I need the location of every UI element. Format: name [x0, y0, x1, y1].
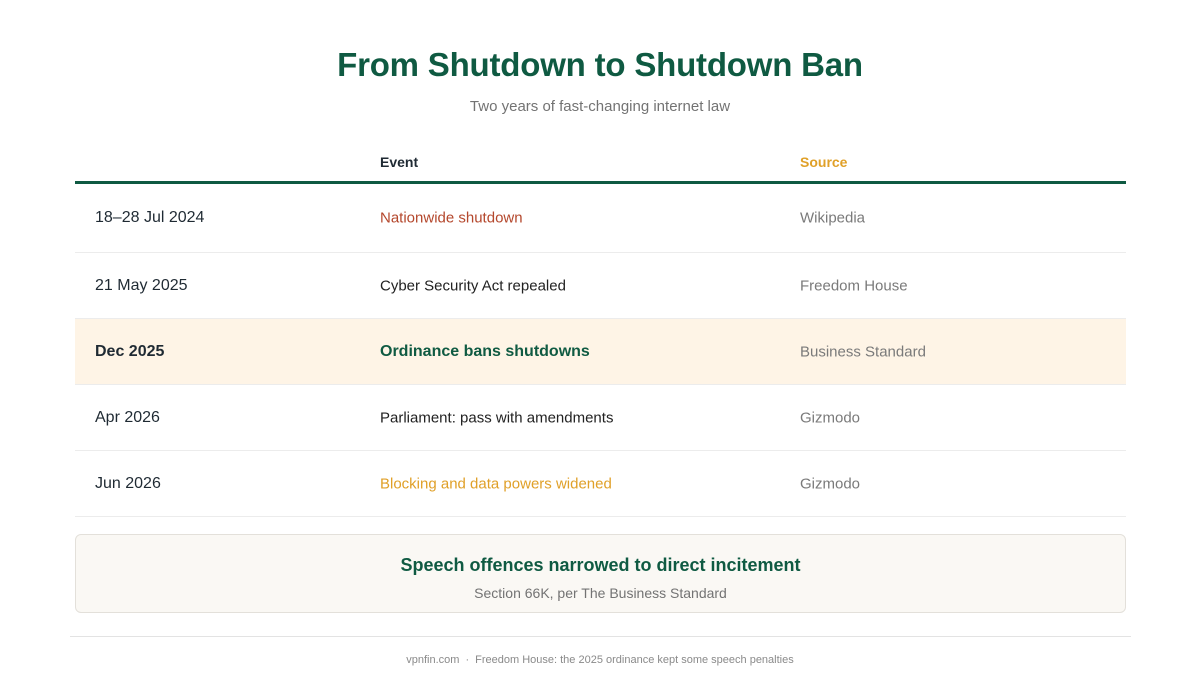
column-header-event: Event: [380, 154, 419, 170]
row-source: Gizmodo: [800, 475, 861, 492]
row-source: Wikipedia: [800, 209, 866, 227]
row-date: Dec 2025: [95, 342, 165, 360]
table-header: [75, 146, 1126, 184]
table-row: [75, 184, 1126, 253]
timeline-table: [75, 146, 1126, 517]
row-event: Nationwide shutdown: [380, 209, 523, 227]
footer: [0, 654, 1200, 666]
page-title: From Shutdown to Shutdown Ban: [337, 46, 863, 83]
row-source: Gizmodo: [800, 409, 861, 426]
table-row: [75, 451, 1126, 517]
footer-divider: [70, 636, 1131, 637]
row-source: Freedom House: [800, 277, 908, 294]
callout-heading: Speech offences narrowed to direct incitement: [400, 555, 801, 575]
column-header-source: Source: [800, 154, 848, 170]
callout-note: Section 66K, per The Business Standard: [474, 585, 727, 601]
row-event: Parliament: pass with amendments: [380, 409, 614, 426]
row-date: Apr 2026: [95, 408, 160, 426]
row-event: Cyber Security Act repealed: [380, 277, 566, 294]
row-date: Jun 2026: [95, 474, 161, 492]
row-date: 18–28 Jul 2024: [95, 209, 205, 226]
footer-site: vpnfin.com: [406, 654, 460, 666]
table-row-highlighted: [75, 319, 1126, 385]
row-source: Business Standard: [800, 343, 926, 360]
footer-separator: ·: [465, 654, 470, 666]
table-row: [75, 385, 1126, 451]
table-row: [75, 253, 1126, 319]
page-subtitle: Two years of fast-changing internet law: [469, 98, 731, 115]
footer-note: Freedom House: the 2025 ordinance kept some speech penalties: [475, 654, 794, 666]
callout-box: [75, 534, 1126, 613]
row-date: 21 May 2025: [95, 276, 188, 294]
row-event: Ordinance bans shutdowns: [380, 342, 590, 360]
row-event: Blocking and data powers widened: [380, 475, 612, 492]
